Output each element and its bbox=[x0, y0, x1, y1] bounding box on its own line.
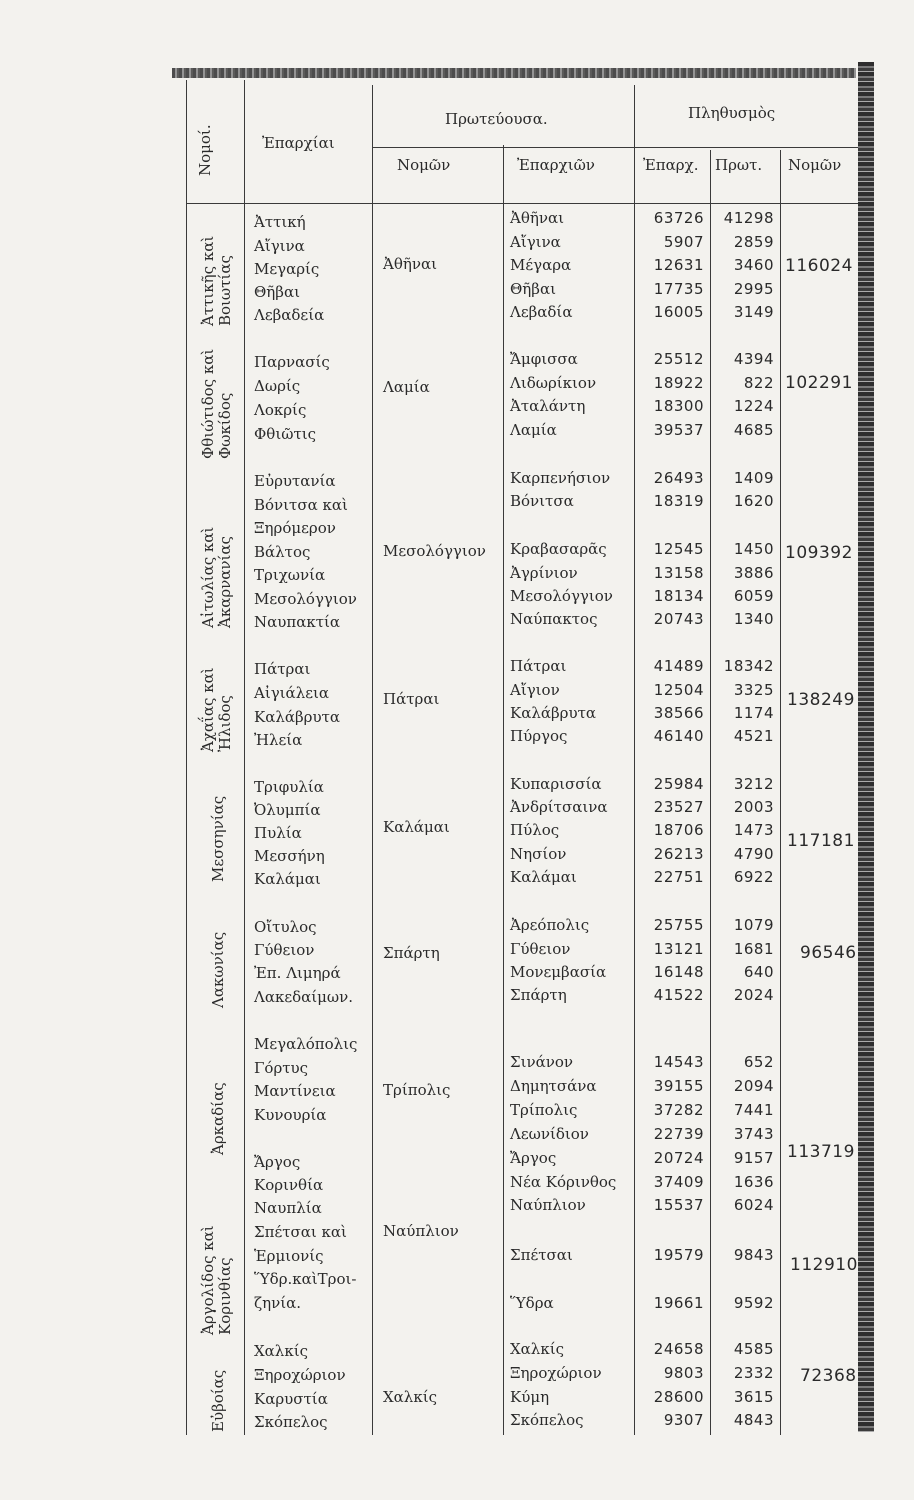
capital-population: 1636 bbox=[733, 1173, 774, 1191]
capital-eparchias: Αἴγινα bbox=[510, 233, 561, 251]
eparchia-population: 13158 bbox=[653, 564, 704, 582]
nomos-evoia-capital: Χαλκίς bbox=[383, 1388, 437, 1406]
eparchia-population: 22739 bbox=[653, 1125, 704, 1143]
capital-eparchias: Καλάβρυτα bbox=[510, 704, 597, 722]
capital-population: 822 bbox=[743, 374, 774, 392]
eparchia-row: Καλάβρυτα bbox=[254, 708, 341, 726]
capital-population: 4685 bbox=[733, 421, 774, 439]
eparchia-row: Σπέτσαι καὶ bbox=[254, 1223, 347, 1241]
eparchia-population: 37282 bbox=[653, 1101, 704, 1119]
eparchia-population: 25512 bbox=[653, 350, 704, 368]
capital-eparchias: Κυπαρισσία bbox=[510, 775, 602, 793]
eparchia-population: 17735 bbox=[653, 280, 704, 298]
eparchia-population: 39537 bbox=[653, 421, 704, 439]
eparchia-population: 25755 bbox=[653, 916, 704, 934]
eparchia-population: 23527 bbox=[653, 798, 704, 816]
capital-population: 3149 bbox=[733, 303, 774, 321]
nomos-argolida-name: Ἀργολίδος καὶ Κορινθίας bbox=[199, 1225, 234, 1335]
eparchia-population: 24658 bbox=[653, 1340, 704, 1358]
nomos-fthiotida-name: Φθιώτιδος καὶ Φωκίδος bbox=[199, 348, 234, 459]
eparchia-row: Ναυπλία bbox=[254, 1199, 322, 1217]
eparchia-row: Εὐρυτανία bbox=[254, 472, 336, 490]
eparchia-row: Τριχωνία bbox=[254, 566, 326, 584]
eparchia-population: 9307 bbox=[663, 1411, 704, 1429]
eparchia-population: 38566 bbox=[653, 704, 704, 722]
eparchia-row: Αἴγινα bbox=[254, 237, 305, 255]
capital-eparchias: Σινάνον bbox=[510, 1053, 574, 1071]
capital-population: 7441 bbox=[733, 1101, 774, 1119]
rule-header-split-pop bbox=[634, 147, 858, 148]
eparchia-row: Ξηρόμερον bbox=[254, 519, 336, 537]
eparchia-row: Τριφυλία bbox=[254, 778, 324, 796]
eparchia-population: 18319 bbox=[653, 492, 704, 510]
eparchia-population: 46140 bbox=[653, 727, 704, 745]
capital-eparchias: Λεωνίδιον bbox=[510, 1125, 589, 1143]
capital-eparchias: Καρπενήσιον bbox=[510, 469, 611, 487]
table-top-border bbox=[172, 68, 856, 78]
eparchia-population: 14543 bbox=[653, 1053, 704, 1071]
eparchia-population: 16148 bbox=[653, 963, 704, 981]
capital-eparchias: Ναύπλιον bbox=[510, 1196, 586, 1214]
nomos-achaia-capital: Πάτραι bbox=[383, 690, 440, 708]
eparchia-row: Καρυστία bbox=[254, 1390, 328, 1408]
header-plythysmos: Πληθυσμὸς bbox=[688, 104, 776, 122]
capital-population: 1409 bbox=[733, 469, 774, 487]
capital-eparchias: Σπέτσαι bbox=[510, 1246, 573, 1264]
capital-eparchias: Καλάμαι bbox=[510, 868, 577, 886]
capital-eparchias: Ἀρεόπολις bbox=[510, 916, 590, 934]
eparchia-row: Χαλκίς bbox=[254, 1342, 308, 1360]
capital-eparchias: Μεσολόγγιον bbox=[510, 587, 613, 605]
eparchia-row: Λακεδαίμων. bbox=[254, 988, 354, 1006]
nomos-aitoloakarnania-name: Αἰτωλίας καὶ Ἀκαρνανίας bbox=[199, 526, 234, 628]
eparchia-row: Σκόπελος bbox=[254, 1413, 328, 1431]
eparchia-population: 20743 bbox=[653, 610, 704, 628]
capital-population: 3743 bbox=[733, 1125, 774, 1143]
nomos-messinia-name: Μεσσηνίας bbox=[209, 795, 227, 882]
eparchia-row: Βόνιτσα καὶ bbox=[254, 496, 348, 514]
nomos-evoia-population: 72368 bbox=[800, 1366, 857, 1386]
capital-population: 4585 bbox=[733, 1340, 774, 1358]
eparchia-row: Γύθειον bbox=[254, 941, 315, 959]
eparchia-row: Δωρίς bbox=[254, 377, 301, 395]
capital-eparchias: Ξηροχώριον bbox=[510, 1364, 602, 1382]
capital-eparchias: Ἀγρίνιον bbox=[510, 564, 578, 582]
capital-population: 3615 bbox=[733, 1388, 774, 1406]
rule-eparch-pop bbox=[710, 150, 711, 1435]
capital-eparchias: Δημητσάνα bbox=[510, 1077, 597, 1095]
eparchia-population: 18134 bbox=[653, 587, 704, 605]
header-proteuousa: Πρωτεύουσα. bbox=[445, 110, 548, 128]
eparchia-row: Μαντίνεια bbox=[254, 1082, 336, 1100]
capital-population: 9843 bbox=[733, 1246, 774, 1264]
header-eparchiai: Ἐπαρχίαι bbox=[262, 134, 335, 152]
eparchia-population: 19579 bbox=[653, 1246, 704, 1264]
nomos-argolida-population: 112910 bbox=[790, 1255, 858, 1275]
capital-population: 4394 bbox=[733, 350, 774, 368]
eparchia-row: Λεβαδεία bbox=[254, 306, 325, 324]
rule-header-split bbox=[372, 147, 634, 148]
capital-eparchias: Γύθειον bbox=[510, 940, 571, 958]
capital-population: 640 bbox=[743, 963, 774, 981]
nomos-evoia-name: Εὐβοίας bbox=[209, 1369, 227, 1432]
table-right-border bbox=[858, 62, 874, 1432]
rule-header-bottom bbox=[186, 203, 858, 204]
header-nomoi: Νομοί. bbox=[196, 124, 214, 176]
capital-population: 1079 bbox=[733, 916, 774, 934]
eparchia-population: 20724 bbox=[653, 1149, 704, 1167]
rule-nomoi bbox=[244, 80, 245, 1435]
capital-population: 9157 bbox=[733, 1149, 774, 1167]
capital-population: 3212 bbox=[733, 775, 774, 793]
nomos-fthiotida-capital: Λαμία bbox=[383, 378, 430, 396]
nomos-argolida-capital: Ναύπλιον bbox=[383, 1222, 459, 1240]
eparchia-row: Μεσσήνη bbox=[254, 847, 325, 865]
eparchia-row: Ξηροχώριον bbox=[254, 1366, 346, 1384]
capital-population: 3325 bbox=[733, 681, 774, 699]
eparchia-row: Βάλτος bbox=[254, 543, 311, 561]
capital-eparchias: Ἀθῆναι bbox=[510, 209, 564, 227]
eparchia-population: 13121 bbox=[653, 940, 704, 958]
capital-eparchias: Ἄργος bbox=[510, 1149, 557, 1167]
nomos-lakonia-population: 96546 bbox=[800, 943, 857, 963]
capital-population: 4790 bbox=[733, 845, 774, 863]
capital-population: 1340 bbox=[733, 610, 774, 628]
eparchia-row: Πυλία bbox=[254, 824, 302, 842]
header-prot-pop: Πρωτ. bbox=[715, 156, 763, 174]
eparchia-row: Οἴτυλος bbox=[254, 918, 317, 936]
eparchia-population: 39155 bbox=[653, 1077, 704, 1095]
capital-population: 1224 bbox=[733, 397, 774, 415]
capital-population: 4521 bbox=[733, 727, 774, 745]
capital-population: 1681 bbox=[733, 940, 774, 958]
eparchia-population: 18922 bbox=[653, 374, 704, 392]
nomos-messinia-population: 117181 bbox=[787, 831, 855, 851]
eparchia-row: Θῆβαι bbox=[254, 283, 300, 301]
eparchia-population: 16005 bbox=[653, 303, 704, 321]
eparchia-population: 12504 bbox=[653, 681, 704, 699]
capital-population: 6059 bbox=[733, 587, 774, 605]
eparchia-population: 37409 bbox=[653, 1173, 704, 1191]
capital-population: 3460 bbox=[733, 256, 774, 274]
rule-capital-nomon bbox=[503, 145, 504, 1435]
eparchia-population: 5907 bbox=[663, 233, 704, 251]
nomos-aitoloakarnania-capital: Μεσολόγγιον bbox=[383, 542, 486, 560]
nomos-fthiotida-population: 102291 bbox=[785, 373, 853, 393]
capital-eparchias: Ναύπακτος bbox=[510, 610, 598, 628]
capital-population: 652 bbox=[743, 1053, 774, 1071]
eparchia-row: Παρνασίς bbox=[254, 353, 330, 371]
capital-population: 1620 bbox=[733, 492, 774, 510]
capital-population: 1473 bbox=[733, 821, 774, 839]
eparchia-row: Ἄργος bbox=[254, 1153, 301, 1171]
eparchia-row: Αἰγιάλεια bbox=[254, 684, 329, 702]
capital-eparchias: Κραβασαρᾶς bbox=[510, 540, 607, 558]
capital-population: 6024 bbox=[733, 1196, 774, 1214]
eparchia-row: Ἑρμιονίς bbox=[254, 1247, 324, 1265]
nomos-achaia-population: 138249 bbox=[787, 690, 855, 710]
capital-eparchias: Λιδωρίκιον bbox=[510, 374, 597, 392]
eparchia-row: Ναυπακτία bbox=[254, 613, 341, 631]
eparchia-population: 18300 bbox=[653, 397, 704, 415]
nomos-arkadia-name: Ἀρκαδίας bbox=[209, 1082, 227, 1155]
header-nomon-pop: Νομῶν bbox=[788, 156, 842, 174]
eparchia-population: 19661 bbox=[653, 1294, 704, 1312]
capital-eparchias: Σκόπελος bbox=[510, 1411, 584, 1429]
eparchia-population: 25984 bbox=[653, 775, 704, 793]
nomos-attiki-capital: Ἀθῆναι bbox=[383, 255, 437, 273]
eparchia-row: Ὕδρ.καὶΤροι- bbox=[254, 1270, 357, 1288]
nomos-lakonia-name: Λακωνίας bbox=[209, 931, 227, 1008]
eparchia-population: 26493 bbox=[653, 469, 704, 487]
capital-eparchias: Λεβαδία bbox=[510, 303, 573, 321]
capital-eparchias: Χαλκίς bbox=[510, 1340, 564, 1358]
eparchia-population: 41522 bbox=[653, 986, 704, 1004]
rule-prot-pop bbox=[780, 150, 781, 1435]
capital-population: 3886 bbox=[733, 564, 774, 582]
rule-eparchiai bbox=[372, 85, 373, 1435]
eparchia-row: Κυνουρία bbox=[254, 1106, 327, 1124]
header-eparchion-capital: Ἐπαρχιῶν bbox=[517, 156, 595, 174]
capital-eparchias: Μονεμβασία bbox=[510, 963, 607, 981]
rule-capital-eparch bbox=[634, 85, 635, 1435]
capital-eparchias: Ἀνδρίτσαινα bbox=[510, 798, 608, 816]
eparchia-row: ζηνία. bbox=[254, 1294, 302, 1312]
capital-population: 2995 bbox=[733, 280, 774, 298]
capital-population: 2094 bbox=[733, 1077, 774, 1095]
eparchia-row: Πάτραι bbox=[254, 660, 311, 678]
capital-eparchias: Νέα Κόρινθος bbox=[510, 1173, 617, 1191]
capital-population: 2332 bbox=[733, 1364, 774, 1382]
header-eparch-pop: Ἐπαρχ. bbox=[643, 156, 699, 174]
capital-eparchias: Πύλος bbox=[510, 821, 560, 839]
capital-eparchias: Τρίπολις bbox=[510, 1101, 578, 1119]
eparchia-population: 9803 bbox=[663, 1364, 704, 1382]
nomos-lakonia-capital: Σπάρτη bbox=[383, 944, 440, 962]
nomos-attiki-population: 116024 bbox=[785, 256, 853, 276]
eparchia-population: 26213 bbox=[653, 845, 704, 863]
capital-eparchias: Αἴγιον bbox=[510, 681, 560, 699]
capital-population: 2859 bbox=[733, 233, 774, 251]
capital-population: 2003 bbox=[733, 798, 774, 816]
capital-eparchias: Βόνιτσα bbox=[510, 492, 574, 510]
header-nomon-capital: Νομῶν bbox=[397, 156, 451, 174]
eparchia-row: Κορινθία bbox=[254, 1176, 324, 1194]
eparchia-population: 28600 bbox=[653, 1388, 704, 1406]
eparchia-population: 15537 bbox=[653, 1196, 704, 1214]
eparchia-row: Ὀλυμπία bbox=[254, 801, 321, 819]
nomos-attiki-name: Ἀττικῆς καὶ Βοιωτίας bbox=[199, 235, 234, 326]
capital-eparchias: Ἀταλάντη bbox=[510, 397, 586, 415]
capital-eparchias: Πύργος bbox=[510, 727, 568, 745]
nomos-achaia-name: Ἀχαΐας καὶ Ἠλιδος bbox=[199, 667, 234, 752]
capital-eparchias: Σπάρτη bbox=[510, 986, 567, 1004]
capital-eparchias: Θῆβαι bbox=[510, 280, 556, 298]
capital-eparchias: Πάτραι bbox=[510, 657, 567, 675]
eparchia-row: Μεσολόγγιον bbox=[254, 590, 357, 608]
eparchia-population: 63726 bbox=[653, 209, 704, 227]
eparchia-row: Καλάμαι bbox=[254, 870, 321, 888]
eparchia-row: Ἐπ. Λιμηρά bbox=[254, 964, 341, 982]
eparchia-population: 41489 bbox=[653, 657, 704, 675]
capital-population: 4843 bbox=[733, 1411, 774, 1429]
eparchia-row: Μεγαλόπολις bbox=[254, 1035, 358, 1053]
capital-eparchias: Νησίον bbox=[510, 845, 567, 863]
nomos-arkadia-capital: Τρίπολις bbox=[383, 1081, 451, 1099]
eparchia-row: Γόρτυς bbox=[254, 1059, 309, 1077]
capital-population: 18342 bbox=[723, 657, 774, 675]
eparchia-population: 18706 bbox=[653, 821, 704, 839]
capital-eparchias: Λαμία bbox=[510, 421, 557, 439]
eparchia-row: Μεγαρίς bbox=[254, 260, 320, 278]
capital-population: 1450 bbox=[733, 540, 774, 558]
rule-left bbox=[186, 80, 187, 1435]
nomos-messinia-capital: Καλάμαι bbox=[383, 818, 450, 836]
eparchia-row: Ἠλεία bbox=[254, 731, 303, 749]
eparchia-row: Φθιῶτις bbox=[254, 425, 317, 443]
capital-population: 6922 bbox=[733, 868, 774, 886]
capital-eparchias: Μέγαρα bbox=[510, 256, 572, 274]
capital-population: 2024 bbox=[733, 986, 774, 1004]
capital-population: 9592 bbox=[733, 1294, 774, 1312]
nomos-aitoloakarnania-population: 109392 bbox=[785, 543, 853, 563]
capital-eparchias: Κύμη bbox=[510, 1388, 550, 1406]
nomos-arkadia-population: 113719 bbox=[787, 1142, 855, 1162]
eparchia-row: Λοκρίς bbox=[254, 401, 307, 419]
eparchia-row: Ἀττική bbox=[254, 213, 306, 231]
eparchia-population: 22751 bbox=[653, 868, 704, 886]
capital-eparchias: Ἄμφισσα bbox=[510, 350, 578, 368]
capital-population: 41298 bbox=[723, 209, 774, 227]
capital-eparchias: Ὕδρα bbox=[510, 1294, 554, 1312]
eparchia-population: 12545 bbox=[653, 540, 704, 558]
capital-population: 1174 bbox=[733, 704, 774, 722]
eparchia-population: 12631 bbox=[653, 256, 704, 274]
